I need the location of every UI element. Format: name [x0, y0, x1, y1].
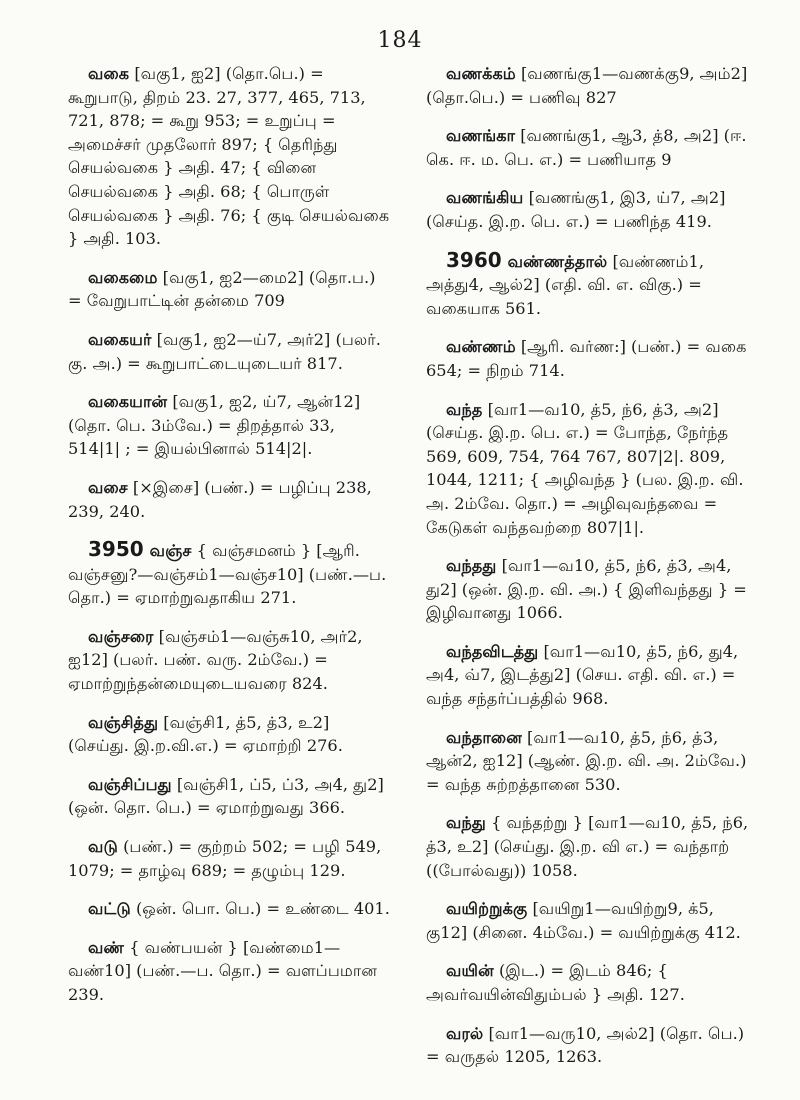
- dictionary-entry: [426, 811, 758, 882]
- dictionary-entry: [68, 936, 390, 1007]
- entry-number: 3960: [446, 247, 502, 272]
- dictionary-entry: [68, 266, 390, 313]
- entry-definition: [வா1—வரு10, அல்2] (தொ. பெ.) = வருதல் 1205, 1263.: [426, 1023, 750, 1067]
- dictionary-entry: [426, 249, 758, 321]
- dictionary-entry: [68, 835, 390, 882]
- entry-headword: வண்ணம்: [446, 337, 516, 357]
- entry-number: 3950: [88, 537, 144, 562]
- entry-definition: [வணங்கு1—வணக்கு9, அம்2] (தொ.பெ.) = பணிவு 827: [426, 64, 753, 107]
- dictionary-entry: [426, 186, 758, 233]
- dictionary-entry: [426, 726, 758, 797]
- entry-headword: வண்: [88, 937, 125, 957]
- entry-headword: வணக்கம்: [446, 64, 516, 83]
- entry-definition: [வா1—வ10, த்5, ந்6, த்3, அ4, து2] (ஒன். இ.ற. வி. அ.) { இளிவந்தது } = இழிவானது 1066.: [426, 556, 753, 623]
- dictionary-entry: [68, 476, 390, 523]
- entry-definition: { வந்தற்று } [வா1—வ10, த்5, ந்6, த்3, உ2] (செய்து. இ.ற. வி எ.) = வந்தாற் ((போல்வது)) 1058.: [426, 813, 754, 880]
- entry-headword: வந்தானை: [446, 727, 522, 747]
- entry-definition: (ஒன். பொ. பெ.) = உண்டை 401.: [130, 899, 390, 919]
- entry-definition: [வா1—வ10, த்5, ந்6, த்3, அ2] (செய்த. இ.ற. பெ. எ.) = போந்த, நேர்ந்த 569, 609, 754, 764 767, 807|2|. 809, 1044, 1211; { அழிவந்த } (பல. இ.ற. வி. அ. 2ம்வே. தொ.) = அழிவுவந்தவை = கேடுகள் வந்தவற்றை 807|1|.: [426, 399, 749, 537]
- entry-headword: வரல்: [446, 1023, 484, 1043]
- dictionary-entry: [68, 897, 390, 921]
- entry-definition: [வயிறு1—வயிற்று9, க்5, கு12] (சினை. 4ம்வே.) = வயிற்றுக்கு 412.: [426, 899, 741, 942]
- entry-definition: { வண்பயன் } [வண்மை1—வண்10] (பண்.—ப. தொ.) = வளப்பமான 239.: [68, 937, 383, 1004]
- entry-definition: [வணங்கு1, ஆ3, த்8, அ2] (ஈ. கெ. ஈ. ம. பெ. எ.) = பணியாத 9: [426, 126, 752, 169]
- dictionary-entry: [68, 62, 395, 251]
- entry-definition: [வா1—வ10, த்5, ந்6, த்3, ஆன்2, ஐ12] (ஆண். இ.ற. வி. அ. 2ம்வே.) = வந்த சுற்றத்தானை 530.: [426, 727, 752, 794]
- dictionary-entry: [426, 554, 758, 625]
- entry-headword: வஞ்சிப்பது: [88, 774, 172, 794]
- dictionary-entry: [426, 398, 758, 540]
- dictionary-entry: [426, 62, 758, 109]
- entry-definition: [வா1—வ10, த்5, ந்6, து4, அ4, வ்7, இடத்து2] (செய. எதி. வி. எ.) = வந்த சந்தர்ப்பத்தில் 968.: [426, 641, 744, 709]
- entry-headword: வகையான்: [88, 392, 168, 412]
- entry-headword: வயிற்றுக்கு: [446, 899, 528, 919]
- entry-headword: வணங்கிய: [446, 188, 524, 208]
- entry-definition: [வணங்கு1, இ3, ய்7, அ2] (செய்த. இ.ற. பெ. எ.) = பணிந்த 419.: [426, 188, 731, 231]
- entry-headword: வடு: [88, 837, 118, 857]
- entry-headword: வட்டு: [88, 899, 131, 919]
- dictionary-entry: [426, 959, 758, 1006]
- dictionary-entry: [68, 328, 390, 375]
- entry-headword: வந்த: [446, 399, 483, 419]
- entry-definition: [ஆரி. வர்ண:] (பண்.) = வகை 654; = நிறம் 714.: [426, 337, 752, 380]
- entry-definition: [வஞ்சம்1—வஞ்சு10, அர்2, ஐ12] (பலர். பண். வரு. 2ம்வே.) = ஏமாற்றுந்தன்மையுடையவரை 824.: [68, 626, 368, 694]
- entry-headword: வண்ணத்தால்: [507, 251, 608, 271]
- entry-headword: வந்தவிடத்து: [446, 641, 539, 661]
- entry-headword: வசை: [88, 477, 128, 497]
- dictionary-entry: [68, 773, 390, 820]
- entry-definition: [வகு1, ஐ2—ய்7, அர்2] (பலர். கு. அ.) = கூறுபாட்டையுடையர் 817.: [68, 329, 387, 373]
- entry-headword: வஞ்ச: [149, 541, 192, 561]
- entry-headword: வகைமை: [88, 267, 158, 287]
- entry-definition: [வகு1, ஐ2, ய்7, ஆன்12] (தொ. பெ. 3ம்வே.) = திறத்தால் 33, 514|1| ; = இயல்பினால் 514|2|.: [68, 392, 366, 459]
- dictionary-entry: [68, 538, 390, 610]
- entry-definition: { வஞ்சமனம் } [ஆரி. வஞ்சனு?—வஞ்சம்1—வஞ்ச10] (பண்.—ப. தொ.) = ஏமாற்றுவதாகிய 271.: [68, 541, 392, 608]
- dictionary-entry: [426, 1022, 758, 1069]
- dictionary-entry: [426, 124, 758, 171]
- entry-definition: (இட.) = இடம் 846; { அவர்வயின்விதும்பல் } அதி. 127.: [426, 961, 685, 1004]
- entry-headword: வணங்கா: [446, 126, 516, 146]
- entry-definition: [வஞ்சி1, ப்5, ப்3, அ4, து2] (ஒன். தொ. பெ.) = ஏமாற்றுவது 366.: [68, 774, 389, 818]
- entry-headword: வகையர்: [88, 329, 152, 349]
- dictionary-entry: [68, 390, 390, 461]
- entry-definition: [வண்ணம்1, அத்து4, ஆல்2] (எதி. வி. எ. விகு.) = வகையாக 561.: [426, 251, 710, 318]
- dictionary-entry: [426, 335, 758, 382]
- entry-headword: வஞ்சரை: [88, 626, 154, 646]
- entry-headword: வந்தது: [446, 556, 497, 576]
- entry-headword: வஞ்சித்து: [88, 712, 159, 732]
- entry-definition: [வகு1, ஐ2—மை2] (தொ.ப.) = வேறுபாட்டின் தன்மை 709: [68, 267, 381, 311]
- entry-definition: (பண்.) = குற்றம் 502; = பழி 549, 1079; = தாழ்வு 689; = தழும்பு 129.: [68, 837, 387, 880]
- dictionary-entry: [426, 897, 758, 944]
- dictionary-entry: [68, 711, 390, 758]
- entry-headword: வகை: [88, 64, 130, 83]
- entry-headword: வயின்: [446, 961, 494, 981]
- dictionary-entry: [68, 625, 390, 696]
- entry-definition: [வகு1, ஐ2] (தொ.பெ.) = கூறுபாடு, திறம் 23. 27, 377, 465, 713, 721, 878; = கூறு 953; = உறுப்பு = அமைச்சர் முதலோர் 897; { தெரிந்து செயல்வகை } அதி. 47; { வினை செயல்வகை } அதி. 68; { பொருள் செயல்வகை } அதி. 76; { குடி செயல்வகை } அதி. 103.: [68, 64, 395, 249]
- page-number: 184: [377, 28, 423, 53]
- entry-definition: [வஞ்சி1, த்5, த்3, உ2] (செய்து. இ.ற.வி.எ.) = ஏமாற்றி 276.: [68, 712, 343, 756]
- entry-definition: [×இசை] (பண்.) = பழிப்பு 238, 239, 240.: [68, 477, 377, 521]
- right-column: [426, 62, 758, 1084]
- entry-headword: வந்து: [446, 813, 486, 833]
- left-column: [68, 62, 395, 1022]
- dictionary-entry: [426, 640, 758, 711]
